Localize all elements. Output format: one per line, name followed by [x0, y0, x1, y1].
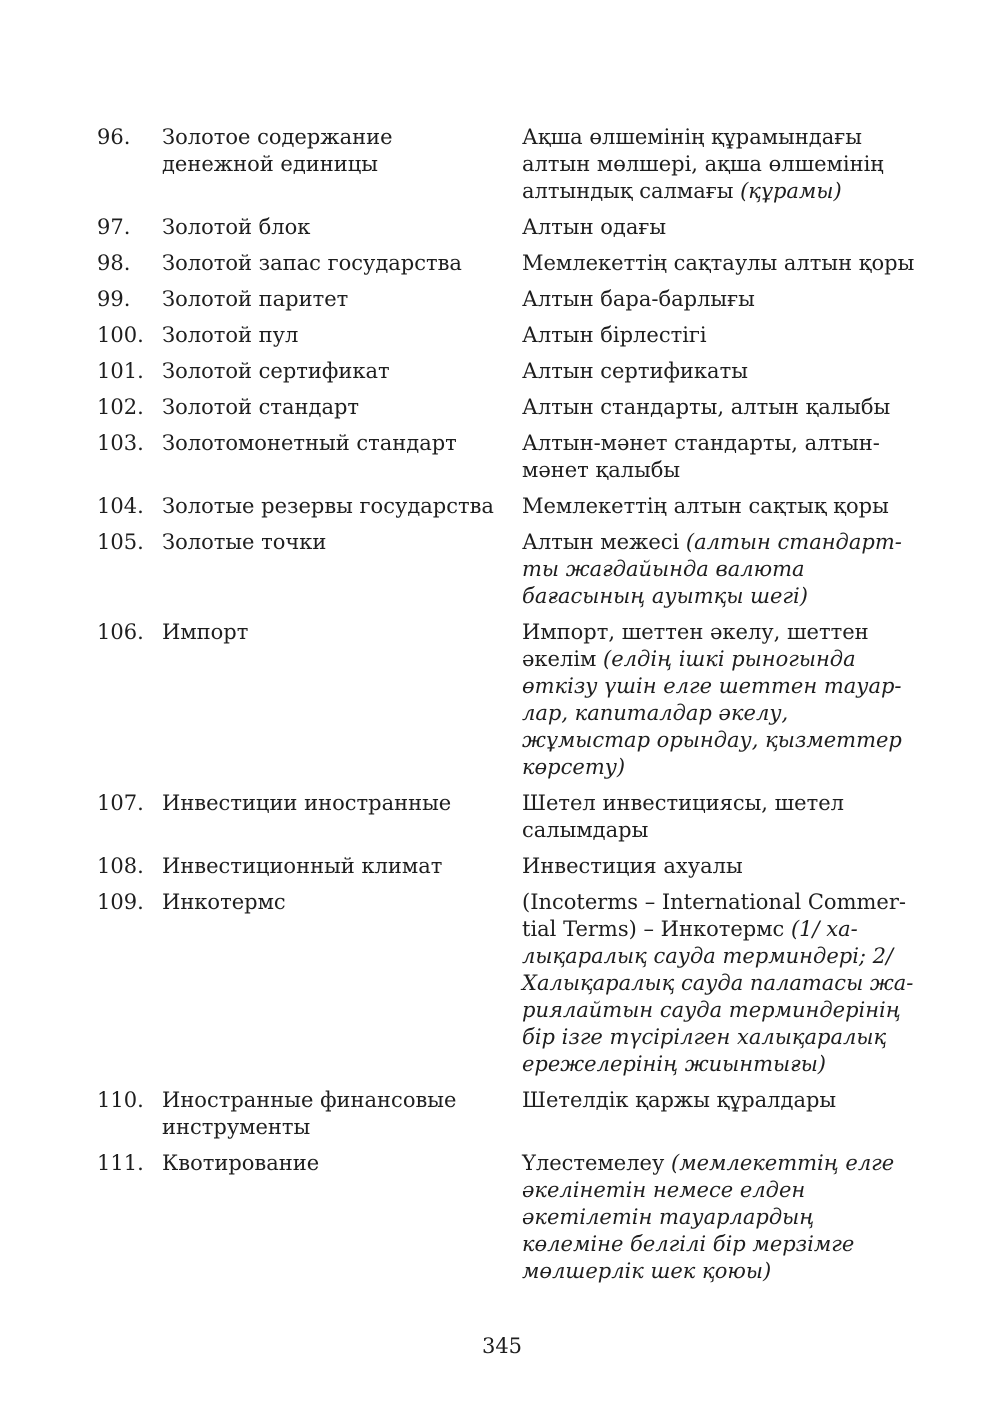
glossary-entry [97, 790, 917, 844]
entry-number: 100. [97, 323, 144, 347]
definition-text: Алтын бірлестігі [522, 323, 707, 347]
entry-number: 108. [97, 854, 144, 878]
entry-definition [522, 790, 917, 844]
entry-term: Инвестиционный климат [162, 854, 443, 878]
entry-number: 99. [97, 287, 131, 311]
glossary-entry [97, 214, 917, 241]
entry-term: Золотое содержание денежной единицы [162, 125, 393, 176]
definition-text: Ақша өлшемінің құрамындағы алтын мөлшері, ақша өлшемінің алтындық салмағы [522, 125, 884, 203]
definition-text: Алтын стандарты, алтын қалыбы [522, 395, 891, 419]
entry-definition [522, 394, 917, 421]
glossary-entry [97, 529, 917, 610]
entry-term: Инвестиции иностранные [162, 791, 452, 815]
entry-definition [522, 1150, 917, 1285]
entry-number: 102. [97, 395, 144, 419]
glossary-entry [97, 430, 917, 484]
glossary-entry [97, 286, 917, 313]
entry-term: Золотой пул [162, 323, 299, 347]
glossary-entry [97, 889, 917, 1078]
glossary-entry [97, 394, 917, 421]
entry-definition [522, 322, 917, 349]
definition-text: Алтын бара-барлығы [522, 287, 755, 311]
definition-text: Мемлекеттің алтын сақтық қоры [522, 494, 889, 518]
entry-definition [522, 430, 917, 484]
entry-definition [522, 1087, 917, 1114]
definition-text: Инвестиция ахуалы [522, 854, 743, 878]
definition-text: (Incoterms – International Commer-tial Terms) – Инкотермс [522, 890, 906, 941]
entry-term: Иностранные финансовые инструменты [162, 1088, 457, 1139]
entry-number: 101. [97, 359, 144, 383]
entry-definition [522, 214, 917, 241]
entry-term: Квотирование [162, 1151, 320, 1175]
glossary-entry [97, 853, 917, 880]
entry-definition [522, 124, 917, 205]
definition-note: (елдің ішкі рыногында өткізу үшін елге шеттен тауар-лар, капиталдар әкелу, жұмыстар орындау, қызметтер көрсету) [522, 647, 902, 779]
entry-term: Золотой стандарт [162, 395, 360, 419]
entry-number: 96. [97, 125, 131, 149]
definition-text: Алтын-мәнет стандарты, алтын-мәнет қалыбы [522, 431, 880, 482]
definition-note: (мемлекеттің елге әкелінетін немесе елден әкетілетін тауарлардың көлеміне белгілі бір мерзімге мөлшерлік шек қоюы) [522, 1151, 895, 1283]
entry-number: 105. [97, 530, 144, 554]
definition-text: Мемлекеттің сақтаулы алтын қоры [522, 251, 915, 275]
glossary-entry [97, 1150, 917, 1285]
glossary-entry [97, 358, 917, 385]
entry-term: Золотомонетный стандарт [162, 431, 457, 455]
definition-text: Алтын межесі [522, 530, 686, 554]
entry-term: Золотой блок [162, 215, 311, 239]
entry-term: Золотые точки [162, 530, 327, 554]
entry-number: 98. [97, 251, 131, 275]
definition-text: Үлестемелеу [522, 1151, 671, 1175]
entry-definition [522, 250, 917, 277]
entry-definition [522, 889, 917, 1078]
entry-term: Импорт [162, 620, 249, 644]
entry-term: Золотые резервы государства [162, 494, 494, 518]
entry-number: 109. [97, 890, 144, 914]
glossary-entry [97, 322, 917, 349]
entry-definition [522, 493, 917, 520]
entry-definition [522, 358, 917, 385]
definition-text: Импорт, шеттен әкелу, шеттен әкелім [522, 620, 869, 671]
entry-term: Золотой паритет [162, 287, 349, 311]
definition-text: Шетел инвестициясы, шетел салымдары [522, 791, 844, 842]
entry-definition [522, 286, 917, 313]
entry-number: 106. [97, 620, 144, 644]
glossary-entry [97, 493, 917, 520]
entry-term: Золотой сертификат [162, 359, 390, 383]
definition-note: (құрамы) [740, 179, 842, 203]
entry-number: 107. [97, 791, 144, 815]
page-number: 345 [481, 1334, 523, 1358]
entry-number: 110. [97, 1088, 144, 1112]
definition-text: Алтын одағы [522, 215, 667, 239]
glossary-entry [97, 250, 917, 277]
entry-definition [522, 619, 917, 781]
definition-text: Алтын сертификаты [522, 359, 748, 383]
entry-definition [522, 853, 917, 880]
glossary-entry [97, 124, 917, 205]
definition-text: Шетелдік қаржы құралдары [522, 1088, 837, 1112]
entry-definition [522, 529, 917, 610]
entry-number: 111. [97, 1151, 144, 1175]
entry-number: 104. [97, 494, 144, 518]
glossary-entry [97, 1087, 917, 1141]
glossary-list [97, 124, 917, 1294]
definition-note: (1/ ха-лықаралық сауда терминдері; 2/ Халықаралық сауда палатасы жа-риялайтын сауда терминдерінің бір ізге түсірілген халықаралық ережелерінің жиынтығы) [522, 917, 914, 1076]
glossary-entry [97, 619, 917, 781]
entry-number: 97. [97, 215, 131, 239]
definition-note: (алтын стандарт-ты жағдайында валюта бағасының ауытқы шегі) [522, 530, 902, 608]
entry-term: Инкотермс [162, 890, 286, 914]
entry-term: Золотой запас государства [162, 251, 462, 275]
entry-number: 103. [97, 431, 144, 455]
